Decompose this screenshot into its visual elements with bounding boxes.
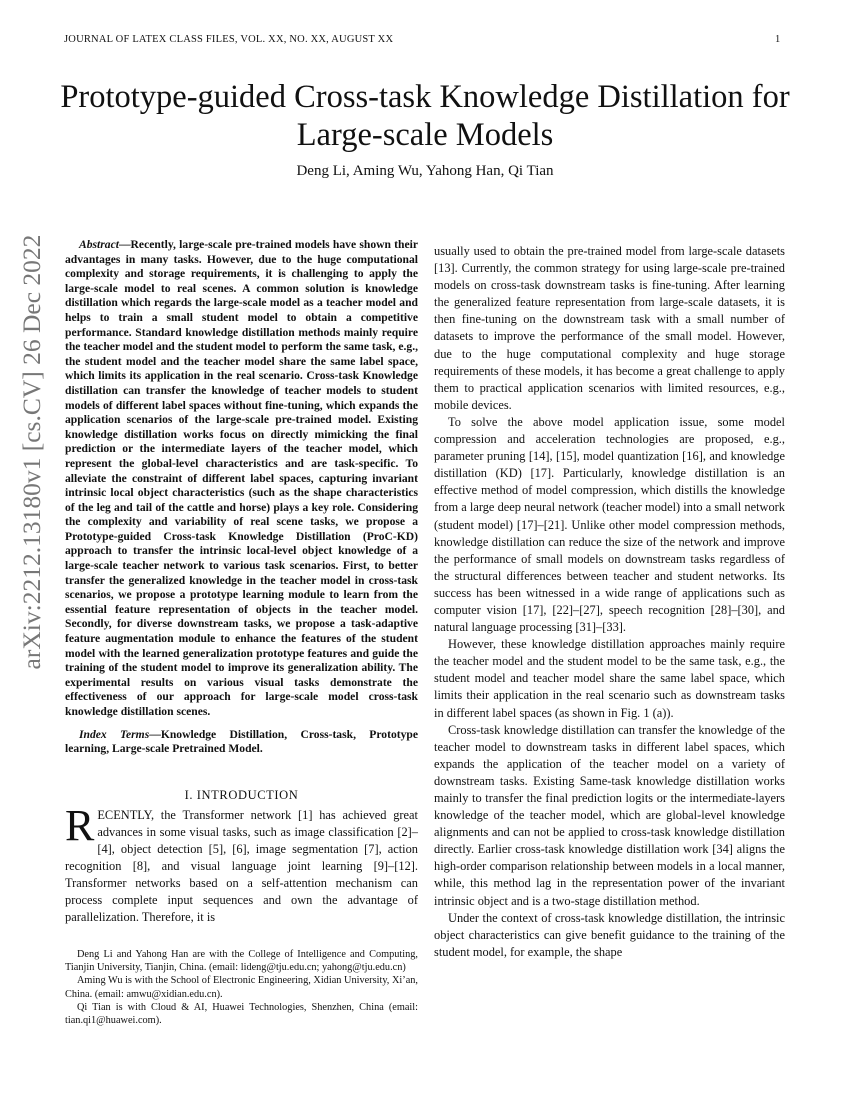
- drop-cap: R: [65, 800, 95, 850]
- body-paragraph: To solve the above model application issue, some model compression and acceleration technologies are proposed, e.g., parameter pruning [14], [15], model quantization [16], and knowledge distillation (KD) [17]. Particularly, knowledge distillation is an effective method of model compression, which distills the knowledge from a large deep neural network (teacher model) into a small network (student model) [17]–[21]. Unlike other model compression methods, knowledge distillation can reduce the size of the network and improve the performance of small models on downstream tasks regardless of the structural differences between teacher and student networks. Its success has been witnessed in a wide range of applications such as computer vision [17], [22]–[27], speech recognition [28]–[30], and natural language processing [31]–[33].: [434, 414, 785, 635]
- introduction-text: ECENTLY, the Transformer network [1] has achieved great advances in some visual tasks, such as image classification [2]–[4], object detection [5], [6], image segmentation [7], action recognition [8], and visual language joint learning [9]–[12]. Transformer networks based on a self-attention mechanism can process complete input sequences and own the advantage of parallelization. Therefore, it is: [65, 807, 418, 924]
- footnote: Aming Wu is with the School of Electronic Engineering, Xidian University, Xi’an, China. (email: amwu@xidian.edu.cn).: [65, 975, 418, 1000]
- abstract-label: Abstract: [79, 238, 119, 251]
- body-paragraph: Under the context of cross-task knowledge distillation, the intrinsic object characteristics can give benefit guidance to the training of the student model, for example, the shape: [434, 910, 785, 959]
- body-paragraph: usually used to obtain the pre-trained model from large-scale datasets [13]. Currently, the common strategy for using large-scale pre-trained models on cross-task downstream tasks is fine-tuning. After learning the generalized feature representation from large-scale datasets, it is then fine-tuning on the downstream task with a small number of datasets to improve the performance of the small model. However, due to the huge computational complexity and huge storage requirements of these models, it has become a great challenge to apply them to practical application scenarios with limited resources, e.g., mobile devices.: [434, 244, 785, 412]
- section-heading-introduction: I. INTRODUCTION: [184, 787, 299, 802]
- introduction-paragraph: [65, 800, 418, 926]
- index-terms: [65, 728, 418, 757]
- running-header: JOURNAL OF LATEX CLASS FILES, VOL. XX, NO. XX, AUGUST XX: [64, 34, 394, 45]
- author-list: Deng Li, Aming Wu, Yahong Han, Qi Tian: [296, 163, 554, 179]
- author-footnotes: [65, 948, 418, 1027]
- index-terms-text: —Knowledge Distillation, Cross-task, Prototype learning, Large-scale Pretrained Model.: [65, 727, 418, 756]
- body-paragraph: However, these knowledge distillation approaches mainly require the teacher model and the student model to be the same task, e.g., the student model and teacher model share the same label space, which limits their application in the real scenario such as downstream tasks in different label spaces (as shown in Fig. 1 (a)).: [434, 637, 785, 720]
- left-column: [65, 238, 418, 926]
- paper-title: Prototype-guided Cross-task Knowledge Distillation for Large-scale Models: [60, 79, 790, 153]
- index-terms-label: Index Terms: [79, 727, 150, 741]
- page-number: 1: [775, 34, 781, 45]
- arxiv-side-stamp: arXiv:2212.13180v1 [cs.CV] 26 Dec 2022: [17, 234, 46, 670]
- body-paragraph: Cross-task knowledge distillation can transfer the knowledge of the teacher model to downstream tasks in different label spaces, which expands the application of the teacher model on a variety of downstream tasks. Existing Same-task knowledge distillation works mainly to transfer the final prediction logits or the intermediate-layers knowledge of the teacher model, which are global-level knowledge alignments and can not be applied to cross-task knowledge distillation directly. Earlier cross-task knowledge distillation work [34] aligns the high-order comparison relationship between models in a local manner, while, this method lag in the representation power of the invariant intrinsic object and is a two-stage distillation method.: [434, 722, 785, 908]
- footnote: Deng Li and Yahong Han are with the College of Intelligence and Computing, Tianjin University, Tianjin, China. (email: lideng@tju.edu.cn; yahong@tju.edu.cn): [65, 949, 418, 974]
- abstract: [65, 238, 418, 720]
- abstract-text: —Recently, large-scale pre-trained models have shown their advantages in many tasks. However, due to the huge computational complexity and storage requirements, it is challenging to apply the large-scale model to real scenes. A common solution is knowledge distillation which regards the large-scale model as a teacher model and helps to train a small student model to obtain a competitive performance. Standard knowledge distillation methods mainly require the teacher model and the student model to perform the same task, e.g., the student model and the teacher model share the same label space, which limits its application in the real scenario. Cross-task Knowledge distillation can transfer the knowledge of teacher models to student models of different label spaces without fine-tuning, which expands the application scenarios of the large-scale pre-trained model. Existing knowledge distillation works focus on directly mimicking the final prediction or the intermediate layers of the teacher model, which represent the global-level characteristics and are task-specific. To alleviate the constraint of different label spaces, capturing invariant intrinsic local object characteristics (such as the shape characteristics of the leg and tail of the cattle and horse) plays a key role. Considering the complexity and variability of real scene tasks, we propose a Prototype-guided Cross-task Knowledge Distillation (ProC-KD) approach to transfer the intrinsic local-level object knowledge of a large-scale teacher network to various task scenarios. First, to better transfer the generalized knowledge in the teacher model in cross-task scenarios, we propose a prototype learning module to learn from the essential feature representation of objects in the teacher model. Secondly, for diverse downstream tasks, we propose a task-adaptive feature augmentation module to enhance the features of the student model with the learned generalization prototype features and guide the training of the student model to improve its generalization ability. The experimental results on various visual tasks demonstrate the effectiveness of our approach for large-scale model cross-task knowledge distillation scenes.: [65, 238, 418, 718]
- footnote: Qi Tian is with Cloud & AI, Huawei Technologies, Shenzhen, China (email: tian.qi1@huawei.com).: [65, 1001, 418, 1027]
- right-column: [434, 243, 785, 961]
